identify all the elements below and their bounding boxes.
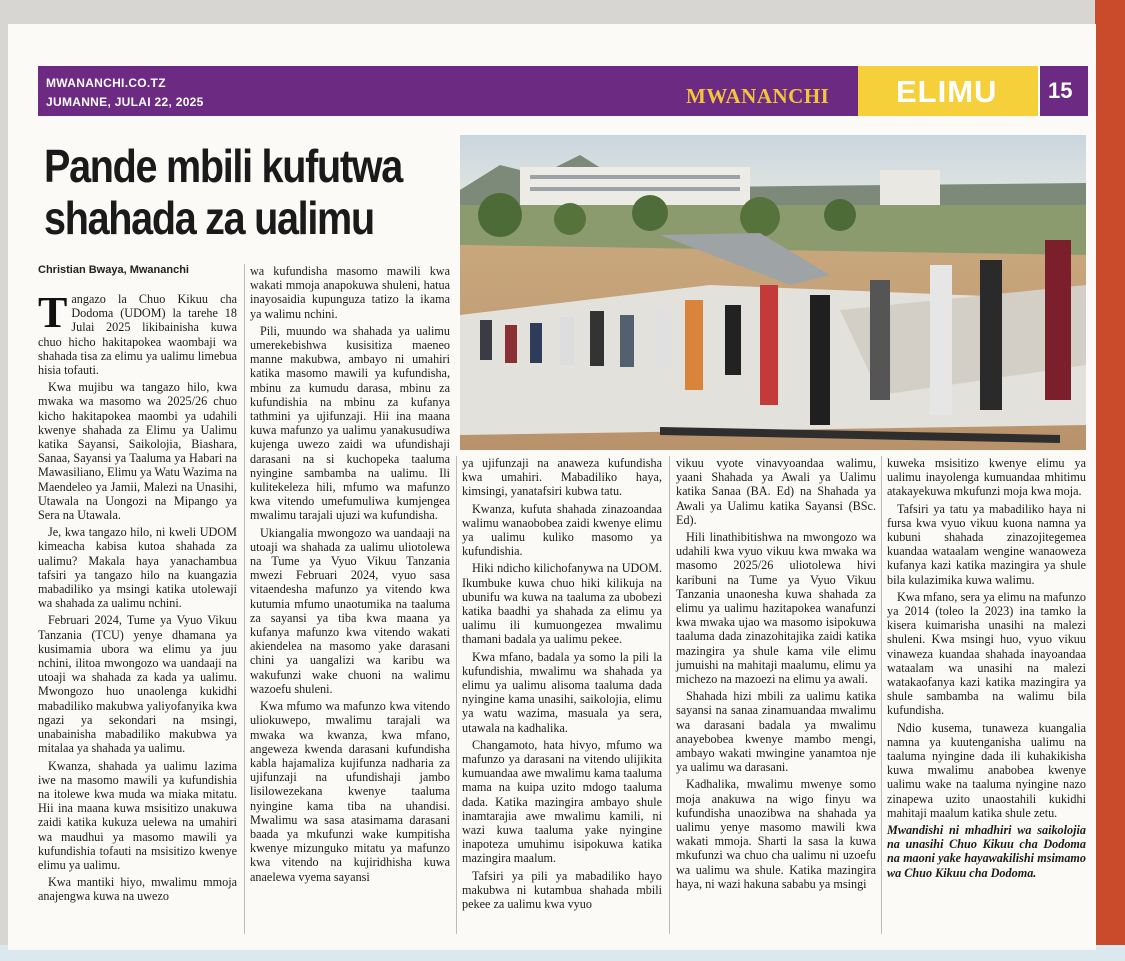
paragraph: wa kufundisha masomo mawili kwa wakati mmoja anapokuwa shuleni, hatua inayosaidia kupunguza tatizo la ikama ya walimu nchini. — [250, 264, 450, 321]
byline: Christian Bwaya, Mwananchi — [38, 264, 189, 276]
article-column-3 — [462, 456, 662, 914]
column-rule — [244, 264, 245, 934]
paragraph: Kwa mfano, badala ya somo la pili la kufundishia, mwalimu wa shahada ya elimu ya ualimu alisoma taaluma dada nyingine kama unasihi, saikolojia, elimu ya watu wazima, masuala ya sera, utawala na kadhalika. — [462, 649, 662, 735]
paragraph: Tafsiri ya pili ya mabadiliko hayo makubwa ni kutambua shahada mbili pekee za ualimu kwa vyuo — [462, 868, 662, 912]
section-label-box — [858, 66, 1038, 116]
article-column-4 — [676, 456, 876, 894]
paragraph: Shahada hizi mbili za ualimu katika sayansi na sanaa zinamuandaa mwalimu wa darasani badala ya mwalimu anayebobea kwenye mambo mengi, ambayo wakati mwingine yanamtoa nje ya ualimu wa darasani. — [676, 689, 876, 775]
issue-date: JUMANNE, JULAI 22, 2025 — [46, 95, 204, 109]
page-number-box — [1038, 66, 1088, 116]
article-column-5 — [887, 456, 1086, 883]
article-headline — [44, 140, 405, 244]
paragraph: Kwanza, shahada ya ualimu lazima iwe na masomo mawili ya kufundishia na itolewe kwa muda wa miaka mitatu. Hii ina maana kuwa msisitizo unakuwa zaidi katika kukuza uelewa na umahiri wa maudhui ya masomo mawili ya kufundishia tofauti na msisitizo kwenye elimu ya ualimu. — [38, 758, 237, 872]
article-column-2 — [250, 264, 450, 887]
article-photo — [460, 135, 1086, 450]
background-edge-right — [1095, 0, 1125, 961]
headline-line-1: Pande mbili kufutwa — [44, 140, 402, 192]
paragraph: Hili linathibitishwa na mwongozo wa udahili kwa vyuo vikuu kwa mwaka wa masomo 2025/26 uliotolewa hivi karibuni na Tume ya Vyuo Vikuu Tanzania unaonesha kuwa shahada za elimu ya ualimu hazitapokea wanafunzi kwa mwaka ujao wa masomo isipokuwa taaluma dada zinazohitajika zaidi katika mazingira ya shule kama vile elimu jumuishi na mahitaji maalumu, elimu ya michezo na mazoezi na elimu ya awali. — [676, 530, 876, 687]
paragraph: Changamoto, hata hivyo, mfumo wa mafunzo ya darasani na vitendo ulijikita kumuandaa awe mwalimu kama taaluma mama na kuipa uzito mdogo taaluma dada. Katika mazingira ambayo shule inamtarajia awe mwalimu kamili, ni wazi kuwa taaluma yake nyingine inapoteza umuhimu isipokuwa katika mazingira maalum. — [462, 737, 662, 866]
column-rule — [881, 456, 882, 934]
paragraph: kuweka msisitizo kwenye elimu ya ualimu inayolenga kumuandaa mhitimu atakayekuwa mkufunzi moja kwa moja. — [887, 456, 1086, 499]
paragraph: Pili, muundo wa shahada ya ualimu umerekebishwa kusisitiza maeneo manne makubwa, ambayo ni umahiri katika masomo mawili ya kufundisha, mbinu za kumudu darasa, mbinu za kufundishia na mbinu za kufanya tathmini ya ujifunzaji. Hii ina maana kuwa mafunzo ya ualimu yanakusudiwa kujenga uwezo zaidi wa ufundishaji darasani na si kuchopeka taaluma nyingine sambamba na ualimu. Ili kulitekeleza hili, mfumo wa mafunzo kwa vitendo umefumuliwa kumjengea mwalimu tarajali ujuzi wa kufundisha. — [250, 323, 450, 523]
paragraph: Kwa mfumo wa mafunzo kwa vitendo uliokuwepo, mwalimu tarajali wa mwaka wa kwanza, kwa mfano, angeweza kwenda darasani kufundisha kabla hajamaliza kujifunza nadharia za ujifunzaji na ufundishaji jambo lisilowezekana kwenye taaluma nyingine kama tiba na uhandisi. Mwalimu wa sasa atasimama darasani baada ya mkufunzi wake kumpitisha kwenye mizunguko mitatu ya mafunzo kwa vitendo na kujiridhisha kuwa anaelewa vyema sayansi — [250, 699, 450, 884]
dropcap: T — [38, 288, 68, 337]
masthead — [38, 66, 1088, 116]
article-column-1 — [38, 288, 237, 907]
paragraph: Kwa mantiki hiyo, mwalimu mmoja anajengwa kuwa na uwezo — [38, 875, 237, 904]
paragraph: Kwa mfano, sera ya elimu na mafunzo ya 2014 (toleo la 2023) ina tamko la kisera kuimarisha unasihi na malezi shuleni. Kwa msingi huo, vyuo vikuu vinaweza kuandaa shahada inayoandaa wataalam wa unasihi na malezi watakaofanya kazi katika mazingira ya shule sambamba na walimu bila kufundisha. — [887, 589, 1086, 718]
author-note: Mwandishi ni mhadhiri wa saikolojia na unasihi Chuo Kikuu cha Dodoma na maoni yake hayawakilishi msimamo wa Chuo Kikuu cha Dodoma. — [887, 823, 1086, 880]
paragraph: Kwa mujibu wa tangazo hilo, kwa mwaka wa masomo wa 2025/26 chuo kicho hakitapokea maombi ya udahili kwenye shahada za Elimu ya Ualimu katika Sayansi, Saikolojia, Biashara, Sanaa, Sayansi ya Taaluma ya Habari na Mawasiliano, Elimu ya Watu Wazima na Maendeleo ya Jamii, Malezi na Unasihi, Utawala na Uongozi na Mipango ya Sera na Utawala. — [38, 380, 237, 523]
paragraph: vikuu vyote vinavyoandaa walimu, yaani Shahada ya Awali ya Ualimu katika Sanaa (BA. Ed) na Shahada ya Awali ya Ualimu katika Sayansi (BSc. Ed). — [676, 456, 876, 527]
paragraph: Tafsiri ya tatu ya mabadiliko haya ni fursa kwa vyuo vikuu kuona namna ya kubuni shahada zinazojitegemea kuandaa wataalam wengine wanaoweza kufanya kazi katika mazingira ya shule bila kulazimika kuwa walimu. — [887, 501, 1086, 587]
paragraph: Je, kwa tangazo hilo, ni kweli UDOM kimeacha kabisa kutoa shahada za ualimu? Makala haya yanachambua tafsiri ya tangazo hilo na kuangazia mabadiliko ya msingi katika utolewaji wa shahada za ualimu nchini. — [38, 525, 237, 611]
paragraph: Februari 2024, Tume ya Vyuo Vikuu Tanzania (TCU) yenye dhamana ya kusimamia ubora wa elimu ya juu nchini, ilitoa mwongozo wa uandaaji na utoaji wa shahada za kada ya ualimu. Mwongozo huo unaolenga kukidhi mabadiliko makubwa yaliyofanyika kwa ngazi ya sekondari na msingi, unabainisha mabadiliko makubwa ya mitalaa ya shahada ya ualimu. — [38, 613, 237, 756]
paragraph: Hiki ndicho kilichofanywa na UDOM. Ikumbuke kuwa chuo hiki kilikuja na ubunifu wa kuwa na taaluma za ubobezi katika baadhi ya shahada za elimu ya ualimu ili kumuongezea mwalimu thamani badala ya ualimu pekee. — [462, 561, 662, 647]
page-number: 15 — [1048, 78, 1073, 103]
paragraph: Kwanza, kufuta shahada zinazoandaa walimu wanaobobea zaidi kwenye elimu ya ualimu kuliko masomo ya kufundishia. — [462, 501, 662, 559]
column-rule — [669, 456, 670, 934]
section-label: ELIMU — [896, 74, 998, 109]
paragraph: Kadhalika, mwalimu mwenye somo moja anakuwa na wigo finyu wa kufundisha unaozibwa na shahada ya ualimu yenye masomo mawili kwa wakati mmoja. Sharti la sasa la kuwa mkufunzi wa chuo cha ualimu ni uzoefu wa ualimu wa shule. Katika mazingira haya, ni wazi hakuna sababu ya msingi — [676, 777, 876, 891]
paragraph: ya ujifunzaji na anaweza kufundisha kwa umahiri. Mabadiliko haya, kimsingi, yanatafsiri kubwa tatu. — [462, 456, 662, 499]
paragraph: Ndio kusema, tunaweza kuangalia namna ya kuutenganisha ualimu na taaluma nyingine dada ili kuhakikisha kuwa mwalimu anabobea kwenye ualimu wake na taaluma nyingine nazo zinapewa uzito unaostahili kukidhi mahitaji maalum katika shule zetu. — [887, 720, 1086, 820]
column-rule — [456, 456, 457, 934]
brand-name: MWANANCHI — [686, 84, 830, 108]
paragraph: Tangazo la Chuo Kikuu cha Dodoma (UDOM) la tarehe 18 Julai 2025 likibainisha kuwa chuo hicho hakitapokea waombaji wa shahada tisa za elimu ya ualimu limebua hisia tofauti. — [38, 288, 237, 378]
paragraph: Ukiangalia mwongozo wa uandaaji na utoaji wa shahada za ualimu uliotolewa na Tume ya Vyuo Vikuu Tanzania mwezi Februari 2024, vyuo sasa vitaendesha mafunzo ya vitendo kwa kutumia mfumo unaotumika na taaluma za sayansi ya tiba kwa maana ya kufanya mafunzo kwa vitendo wakati akiendelea na masomo yake darasani chini ya uangalizi wa karibu wa wakufunzi wake chuoni na walimu wazoefu shuleni. — [250, 525, 450, 696]
site-url: MWANANCHI.CO.TZ — [46, 76, 166, 90]
headline-line-2: shahada za ualimu — [44, 192, 374, 244]
